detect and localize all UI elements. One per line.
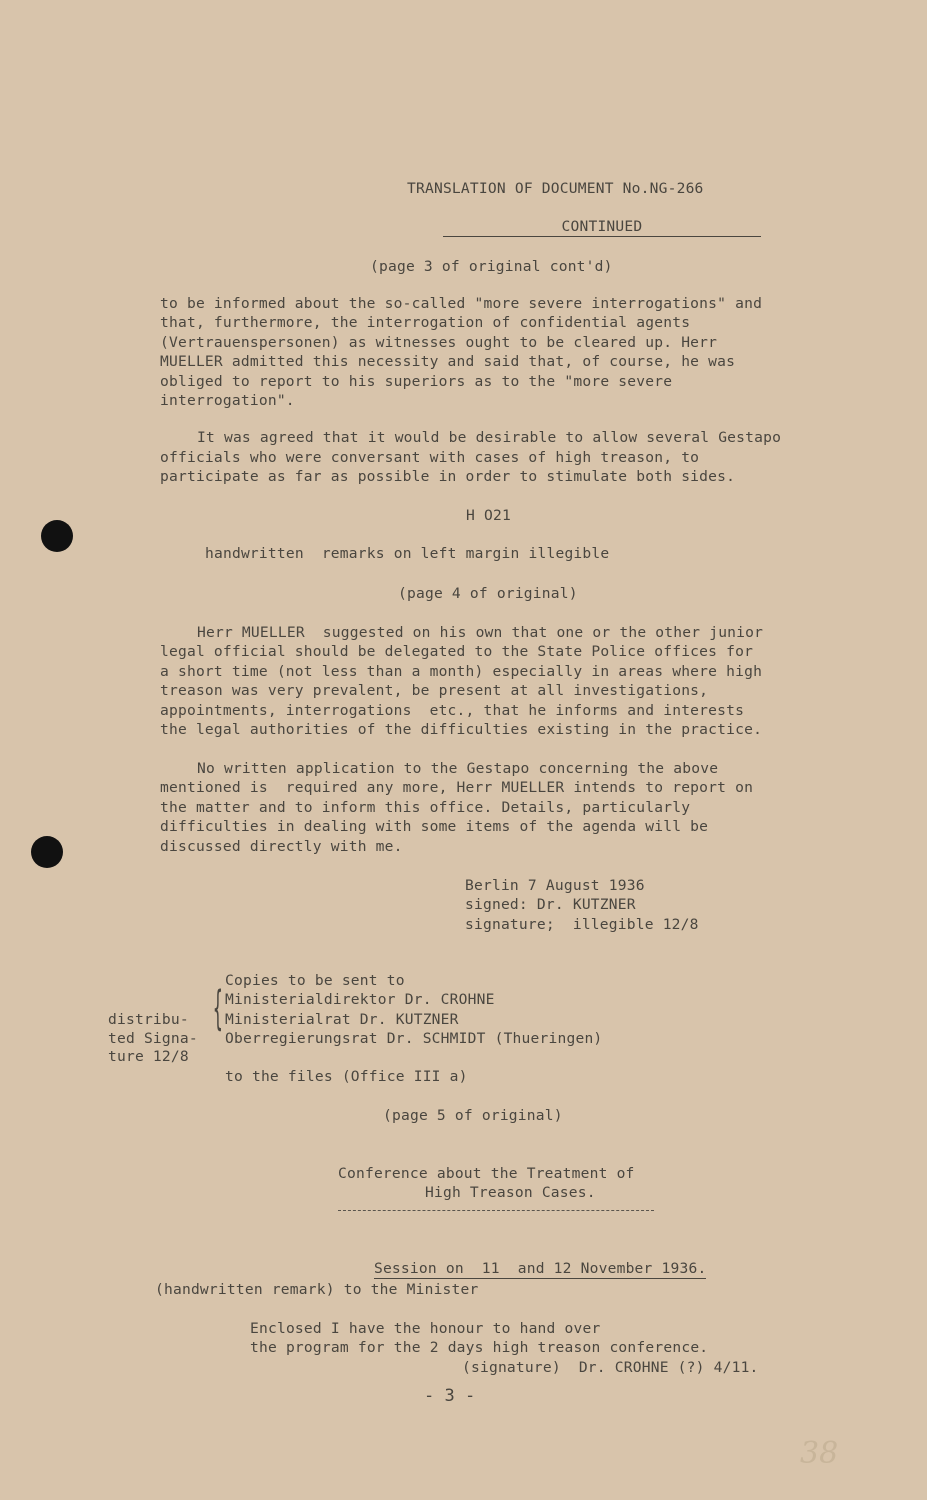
para1-line: (Vertrauenspersonen) as witnesses ought to be cleared up. Herr xyxy=(160,334,718,351)
para3-line: Herr MUELLER suggested on his own that one or the other junior xyxy=(197,624,764,641)
signature-line: Berlin 7 August 1936 xyxy=(465,877,645,894)
para4-line: difficulties in dealing with some items of the agenda will be xyxy=(160,818,709,835)
margin-note-line: ted Signa- xyxy=(108,1030,198,1047)
enclosure-line: (signature) Dr. CROHNE (?) 4/11. xyxy=(462,1359,759,1376)
para2-line: participate as far as possible in order to stimulate both sides. xyxy=(160,468,736,485)
conference-title-line: High Treason Cases. xyxy=(425,1184,596,1201)
copies-recipient: Oberregierungsrat Dr. SCHMIDT (Thueringen) xyxy=(225,1030,603,1047)
page-number: - 3 - xyxy=(424,1386,476,1406)
margin-note-line: distribu- xyxy=(108,1011,189,1028)
document-subtitle xyxy=(407,198,725,256)
para1-line: interrogation". xyxy=(160,392,295,409)
page3-note: (page 3 of original cont'd) xyxy=(370,258,613,275)
para1-line: MUELLER admitted this necessity and said that, of course, he was xyxy=(160,353,736,370)
para4-line: the matter and to inform this office. Details, particularly xyxy=(160,799,691,816)
copies-recipient: Ministerialrat Dr. KUTZNER xyxy=(225,1011,459,1028)
files-line: to the files (Office III a) xyxy=(225,1068,468,1085)
para3-line: treason was very prevalent, be present at all investigations, xyxy=(160,682,709,699)
copies-brace: { xyxy=(213,981,223,1035)
margin-note-line: ture 12/8 xyxy=(108,1048,189,1065)
para3-line: a short time (not less than a month) especially in areas where high xyxy=(160,663,763,680)
para4-line: mentioned is required any more, Herr MUELLER intends to report on xyxy=(160,779,754,796)
conference-title-line: Conference about the Treatment of xyxy=(338,1165,635,1182)
page5-note: (page 5 of original) xyxy=(383,1107,563,1124)
h-code: H O21 xyxy=(466,507,511,524)
copies-heading: Copies to be sent to xyxy=(225,972,405,989)
signature-line: signature; illegible 12/8 xyxy=(465,916,699,933)
document-title: TRANSLATION OF DOCUMENT No.NG-266 xyxy=(407,180,704,197)
enclosure-line: the program for the 2 days high treason conference. xyxy=(250,1339,709,1356)
para3-line: legal official should be delegated to the State Police offices for xyxy=(160,643,754,660)
enclosure-line: Enclosed I have the honour to hand over xyxy=(250,1320,601,1337)
handwritten-margin-note: handwritten remarks on left margin illegible xyxy=(205,545,610,562)
para2-line: It was agreed that it would be desirable to allow several Gestapo xyxy=(197,429,782,446)
para4-line: discussed directly with me. xyxy=(160,838,403,855)
para1-line: to be informed about the so-called "more severe interrogations" and xyxy=(160,295,763,312)
session-text: Session on 11 and 12 November 1936. xyxy=(373,1260,707,1277)
punch-hole-top xyxy=(41,520,73,552)
handwritten-minister-remark: (handwritten remark) to the Minister xyxy=(155,1281,479,1298)
para4-line: No written application to the Gestapo concerning the above xyxy=(197,760,719,777)
punch-hole-bottom xyxy=(31,836,63,868)
para1-line: that, furthermore, the interrogation of confidential agents xyxy=(160,314,691,331)
dashed-rule xyxy=(338,1210,654,1211)
para3-line: the legal authorities of the difficulties existing in the practice. xyxy=(160,721,763,738)
para1-line: obliged to report to his superiors as to the "more severe xyxy=(160,373,673,390)
copies-recipient: Ministerialdirektor Dr. CROHNE xyxy=(225,991,495,1008)
page4-note: (page 4 of original) xyxy=(398,585,578,602)
para2-line: officials who were conversant with cases of high treason, to xyxy=(160,449,700,466)
para3-line: appointments, interrogations etc., that he informs and interests xyxy=(160,702,745,719)
signature-line: signed: Dr. KUTZNER xyxy=(465,896,636,913)
subtitle-text: CONTINUED xyxy=(443,217,761,237)
corner-pencil-mark: 38 xyxy=(800,1436,839,1471)
